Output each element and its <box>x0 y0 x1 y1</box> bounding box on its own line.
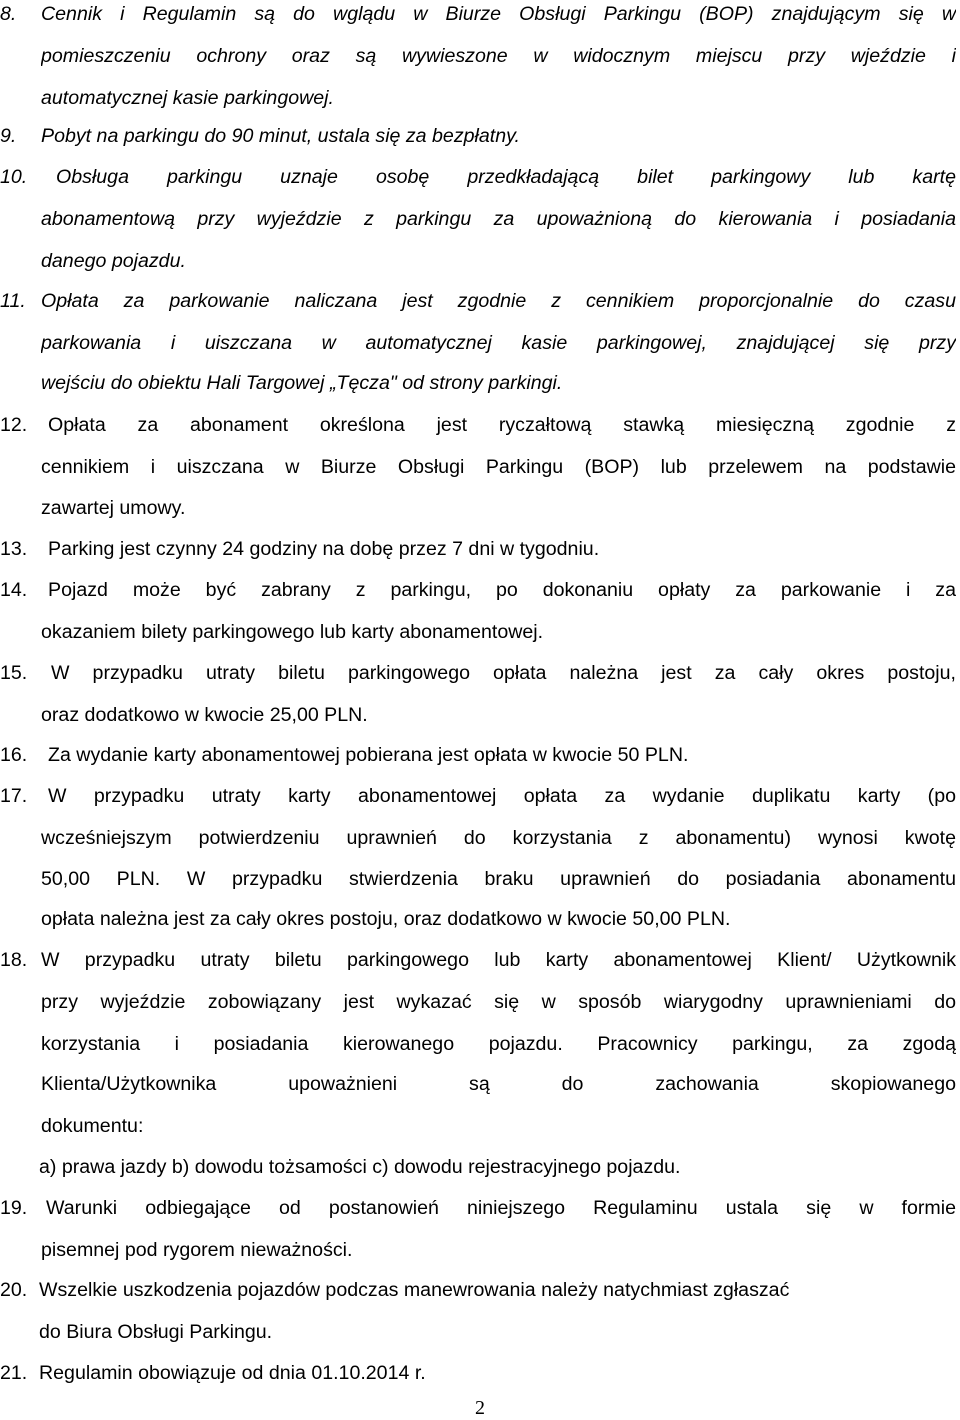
item-text-line: 50,00 PLN. W przypadku stwierdzenia braku uprawnień do posiadania abonamentu <box>41 868 956 890</box>
item-text-line: W przypadku utraty biletu parkingowego opłata należna jest za cały okres postoju, <box>51 662 956 684</box>
item-number: 11. <box>0 290 26 312</box>
item-text-line: przy wyjeździe zobowiązany jest wykazać się w sposób wiarygodny uprawnieniami do <box>41 991 956 1013</box>
item-text-line: a) prawa jazdy b) dowodu tożsamości c) dowodu rejestracyjnego pojazdu. <box>39 1156 681 1178</box>
item-number: 12. <box>0 414 28 436</box>
item-text-line: automatycznej kasie parkingowej. <box>41 87 334 109</box>
item-text-line: Regulamin obowiązuje od dnia 01.10.2014 r. <box>39 1362 426 1384</box>
item-text-line: Opłata za parkowanie naliczana jest zgodnie z cennikiem proporcjonalnie do czasu <box>41 290 956 312</box>
item-number: 9. <box>0 125 17 147</box>
item-text-line: opłata należna jest za cały okres postoju, oraz dodatkowo w kwocie 50,00 PLN. <box>41 908 731 930</box>
item-text-line: Cennik i Regulamin są do wglądu w Biurze Obsługi Parkingu (BOP) znajdującym się w <box>41 3 956 25</box>
item-text-line: W przypadku utraty karty abonamentowej opłata za wydanie duplikatu karty (po <box>48 785 956 807</box>
item-text-line: okazaniem bilety parkingowego lub karty abonamentowej. <box>41 621 544 643</box>
item-text-line: pisemnej pod rygorem nieważności. <box>41 1239 353 1261</box>
item-number: 15. <box>0 662 28 684</box>
item-number: 18. <box>0 949 28 971</box>
item-text-line: pomieszczeniu ochrony oraz są wywieszone w widocznym miejscu przy wjeździe i <box>41 45 956 67</box>
item-number: 10. <box>0 166 28 188</box>
item-text-line: korzystania i posiadania kierowanego pojazdu. Pracownicy parkingu, za zgodą <box>41 1033 956 1055</box>
item-number: 16. <box>0 744 28 766</box>
item-text-line: Wszelkie uszkodzenia pojazdów podczas manewrowania należy natychmiast zgłaszać <box>39 1279 790 1301</box>
item-number: 13. <box>0 538 28 560</box>
item-text-line: Obsługa parkingu uznaje osobę przedkładającą bilet parkingowy lub kartę <box>56 166 956 188</box>
item-text-line: Warunki odbiegające od postanowień niniejszego Regulaminu ustala się w formie <box>46 1197 956 1219</box>
item-text-line: Pobyt na parkingu do 90 minut, ustala się za bezpłatny. <box>41 125 520 147</box>
item-text-line: dokumentu: <box>41 1115 144 1137</box>
item-text-line: wejściu do obiektu Hali Targowej „Tęcza" od strony parkingi. <box>41 372 563 394</box>
item-number: 8. <box>0 3 17 25</box>
item-number: 21. <box>0 1362 28 1384</box>
item-number: 20. <box>0 1279 28 1301</box>
item-text-line: danego pojazdu. <box>41 250 186 272</box>
page-number: 2 <box>475 1397 485 1419</box>
item-text-line: Pojazd może być zabrany z parkingu, po dokonaniu opłaty za parkowanie i za <box>48 579 956 601</box>
item-text-line: oraz dodatkowo w kwocie 25,00 PLN. <box>41 704 368 726</box>
item-number: 19. <box>0 1197 28 1219</box>
item-text-line: abonamentową przy wyjeździe z parkingu za upoważnioną do kierowania i posiadania <box>41 208 956 230</box>
item-text-line: Klienta/Użytkownika upoważnieni są do zachowania skopiowanego <box>41 1073 956 1095</box>
item-text-line: cennikiem i uiszczana w Biurze Obsługi Parkingu (BOP) lub przelewem na podstawie <box>41 456 956 478</box>
item-text-line: Za wydanie karty abonamentowej pobierana jest opłata w kwocie 50 PLN. <box>48 744 689 766</box>
item-text-line: W przypadku utraty biletu parkingowego lub karty abonamentowej Klient/ Użytkownik <box>41 949 956 971</box>
item-text-line: wcześniejszym potwierdzeniu uprawnień do korzystania z abonamentu) wynosi kwotę <box>41 827 956 849</box>
item-text-line: zawartej umowy. <box>41 497 186 519</box>
item-number: 17. <box>0 785 28 807</box>
item-number: 14. <box>0 579 28 601</box>
item-text-line: Opłata za abonament określona jest ryczałtową stawką miesięczną zgodnie z <box>48 414 956 436</box>
item-text-line: parkowania i uiszczana w automatycznej kasie parkingowej, znajdującej się przy <box>41 332 956 354</box>
item-text-line: Parking jest czynny 24 godziny na dobę przez 7 dni w tygodniu. <box>48 538 600 560</box>
item-text-line: do Biura Obsługi Parkingu. <box>39 1321 273 1343</box>
